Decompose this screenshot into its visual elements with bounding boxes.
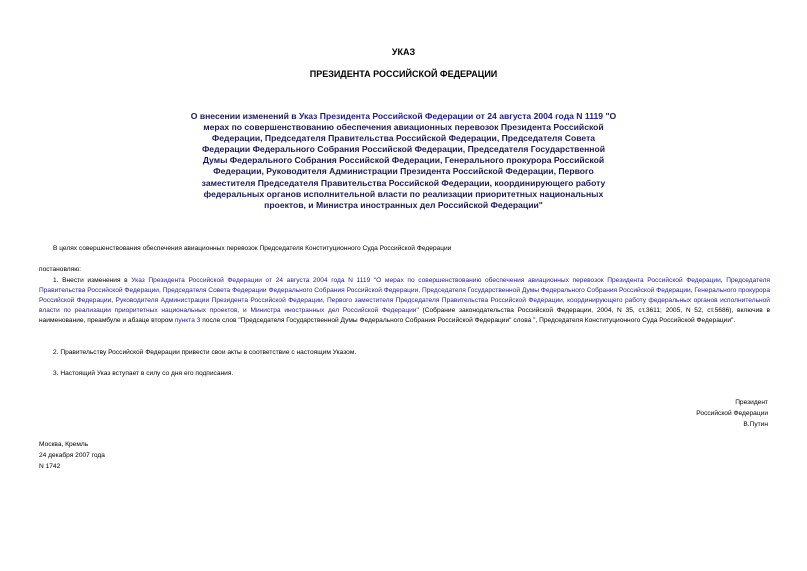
signature-country: Российской Федерации: [696, 410, 768, 417]
subject-prefix: О внесении изменений в: [190, 111, 299, 121]
place-date-block: [39, 440, 105, 472]
item-2-paragraph: 2. Правительству Российской Федерации привести свои акты в соответствие с настоящим Указом.: [53, 349, 357, 356]
document-subject: [190, 111, 617, 211]
item-1-prefix: 1. Внести изменения в: [53, 277, 132, 284]
item-1-decree-link[interactable]: Указ Президента Российской Федерации от 24 августа 2004 года N 1119 "О мерах по совершенствованию обеспечения авиационных перевозок Президента Российской Федерации, Председателя Правительства Российской Федерации, Председателя Совета Федерации Федерального Собрания Российской Федерации, Председателя Государственной Думы Федерального Собрания Российской Федерации, Генерального прокурора Российской Федерации, Руководителя Администрации Президента Российской Федерации, Первого заместителя Председателя Правительства Российской Федерации, координирующего работу федеральных органов исполнительной власти по реализации приоритетных национальных проектов, и Министра иностранных дел Российской Федерации": [39, 277, 770, 314]
signature-name: В.Путин: [743, 421, 768, 428]
doc-type-heading: УКАЗ: [391, 47, 416, 57]
preamble-paragraph: В целях совершенствования обеспечения авиационных перевозок Председателя Конституционного Суда Российской Федерации: [53, 245, 452, 252]
subject-decree-link[interactable]: Указ Президента Российской Федерации от 24 августа 2004 года N 1119: [298, 111, 604, 121]
decree-word: постановляю:: [39, 266, 82, 273]
place-city: Москва, Кремль: [39, 441, 89, 448]
item-1-point-link[interactable]: пункта 3: [174, 317, 201, 324]
document-number: N 1742: [39, 462, 61, 470]
signature-block: [696, 397, 768, 430]
item-3-paragraph: 3. Настоящий Указ вступает в силу со дня его подписания.: [53, 370, 234, 377]
item-1-paragraph: [39, 276, 770, 326]
document-date: 24 декабря 2007 года: [39, 451, 105, 459]
item-1-text: (Собрание законодательства Российской Федерации, 2004, N 35, ст.3611; 2005, N 52, ст.5686), включив в наименование, преамбуле и абзаце втором: [39, 307, 770, 324]
issuer-heading: ПРЕЗИДЕНТА РОССИЙСКОЙ ФЕДЕРАЦИИ: [309, 69, 498, 79]
subject-text: "О мерах по совершенствованию обеспечения авиационных перевозок Президента Российской Федерации, Председателя Правительства Российской Федерации, Председателя Совета Федерации Федерального Собрания Российской Федерации, Председателя Государственной Думы Федерального Собрания Российской Федерации, Генерального прокурора Российской Федерации, Руководителя Администрации Президента Российской Федерации, Первого заместителя Председателя Правительства Российской Федерации, координирующего работу федеральных органов исполнительной власти по реализации приоритетных национальных проектов, и Министра иностранных дел Российской Федерации": [201, 111, 617, 210]
item-1-text-end: после слов "Председателя Государственной Думы Федерального Собрания Российской Федерации" слова ", Председателя Конституционного Суда Российской Федерации".: [200, 317, 736, 324]
signature-position: Президент: [735, 399, 768, 406]
